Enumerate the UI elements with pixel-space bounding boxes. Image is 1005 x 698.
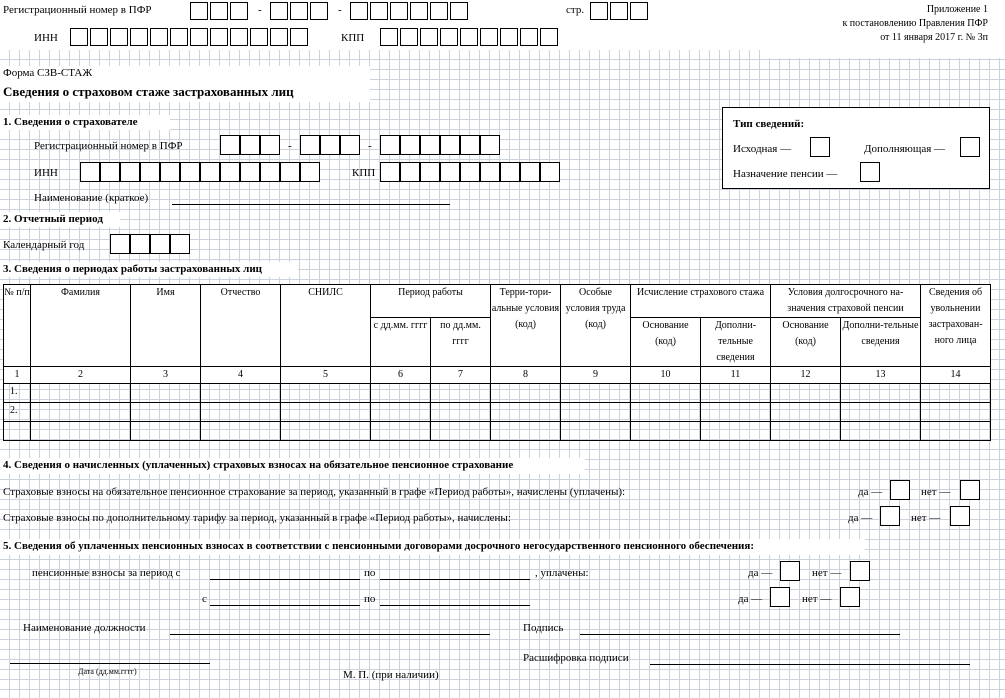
col-patronymic-header: Отчество [201, 285, 281, 367]
col-ins-basis-header: Основание (код) [631, 318, 701, 367]
section1-name-label: Наименование (краткое) [34, 192, 149, 204]
s5-from-label: пенсионные взносы за период с [32, 567, 181, 579]
table-row[interactable]: 2. [4, 403, 991, 422]
col-special-header: Особые условия труда (код) [561, 285, 631, 367]
date-label: Дата (дд.мм.гггг) [78, 667, 137, 676]
position-label: Наименование должности [23, 622, 146, 634]
s4-l2-no-checkbox[interactable] [950, 506, 970, 526]
col-period-header: Период работы [371, 285, 491, 318]
section4-title: 4. Сведения о начисленных (уплаченных) страховых взносах на обязательное пенсионное страхование [3, 459, 514, 471]
header-inn-label: ИНН [34, 32, 58, 44]
s5-r2-yes-label: да — [738, 593, 763, 605]
s4-l2-no-label: нет — [911, 512, 941, 524]
section1-inn-label: ИНН [34, 167, 58, 179]
signature-input[interactable] [580, 634, 900, 635]
section1-reg-label: Регистрационный номер в ПФР [34, 140, 183, 152]
work-periods-table [3, 284, 991, 441]
s5-r1-no-label: нет — [812, 567, 842, 579]
type-pension-checkbox[interactable] [860, 162, 880, 182]
section4-line2: Страховые взносы по дополнительному тарифу за период, указанный в графе «Период работы», начислены: [3, 512, 511, 524]
table-row[interactable] [4, 422, 991, 441]
col-surname-header: Фамилия [31, 285, 131, 367]
section5-title: 5. Сведения об уплаченных пенсионных взносах в соответствии с пенсионными договорами досрочного негосударственного пенсионного обеспечения: [3, 540, 755, 552]
decode-input[interactable] [650, 664, 970, 665]
type-box-title: Тип сведений: [733, 118, 805, 130]
stamp-label: М. П. (при наличии) [343, 669, 439, 681]
s4-l2-yes-checkbox[interactable] [880, 506, 900, 526]
s5-from-input[interactable] [210, 579, 360, 580]
type-initial-checkbox[interactable] [810, 137, 830, 157]
col-longterm-header: Условия долгосрочного на-значения страховой пенсии [771, 285, 921, 318]
type-initial-label: Исходная — [733, 143, 792, 155]
year-label: Календарный год [3, 239, 85, 251]
date-input[interactable] [10, 663, 210, 664]
s5-r2-no-checkbox[interactable] [840, 587, 860, 607]
s5-to2-input[interactable] [380, 605, 530, 606]
col-num-header: № п/п [4, 285, 31, 367]
form-code: Форма СЗВ-СТАЖ [3, 67, 93, 79]
table-row[interactable]: 1. [4, 384, 991, 403]
s5-paid-label: , уплачены: [535, 567, 589, 579]
col-name-header: Имя [131, 285, 201, 367]
col-lt-basis-header: Основание (код) [771, 318, 841, 367]
position-input[interactable] [170, 634, 490, 635]
col-territorial-header: Терри-тори-альные условия (код) [491, 285, 561, 367]
section2-title: 2. Отчетный период [3, 213, 103, 225]
section1-name-input[interactable] [172, 204, 450, 205]
col-dismissal-header: Сведения об увольнении застрахован-ного лица [921, 285, 991, 367]
type-pension-label: Назначение пенсии — [733, 168, 838, 180]
section1-kpp-label: КПП [352, 167, 376, 179]
s5-r2-no-label: нет — [802, 593, 832, 605]
s4-l1-yes-label: да — [858, 486, 883, 498]
s4-l1-no-checkbox[interactable] [960, 480, 980, 500]
col-ins-extra-header: Дополни-тельные сведения [701, 318, 771, 367]
signature-label: Подпись [523, 622, 564, 634]
s5-r1-yes-checkbox[interactable] [780, 561, 800, 581]
s5-r2-yes-checkbox[interactable] [770, 587, 790, 607]
col-to-header: по дд.мм. гггг [431, 318, 491, 367]
s4-l1-yes-checkbox[interactable] [890, 480, 910, 500]
s5-r1-yes-label: да — [748, 567, 773, 579]
page-label: стр. [566, 4, 585, 16]
s5-from2-input[interactable] [210, 605, 360, 606]
s5-to-input[interactable] [380, 579, 530, 580]
section3-title: 3. Сведения о периодах работы застрахованных лиц [3, 263, 263, 275]
col-insurance-header: Исчисление страхового стажа [631, 285, 771, 318]
col-lt-extra-header: Дополни-тельные сведения [841, 318, 921, 367]
column-number-row: 1 2 3 4 5 6 7 8 9 10 11 12 13 14 [4, 367, 991, 384]
header-kpp-label: КПП [341, 32, 365, 44]
page-title: Сведения о страховом стаже застрахованных лиц [3, 84, 294, 99]
section1-title: 1. Сведения о страхователе [3, 116, 138, 128]
type-supplementary-label: Дополняющая — [864, 143, 946, 155]
decode-label: Расшифровка подписи [523, 652, 629, 664]
col-snils-header: СНИЛС [281, 285, 371, 367]
type-supplementary-checkbox[interactable] [960, 137, 980, 157]
s5-r1-no-checkbox[interactable] [850, 561, 870, 581]
s5-to2-label: по [364, 593, 376, 605]
s4-l1-no-label: нет — [921, 486, 951, 498]
header-reg-label: Регистрационный номер в ПФР [3, 4, 152, 16]
s5-to-label: по [364, 567, 376, 579]
s5-from2-label: с [202, 593, 207, 605]
col-from-header: с дд.мм. гггг [371, 318, 431, 367]
section4-line1: Страховые взносы на обязательное пенсионное страхование за период, указанный в графе «Период работы», начислены (уплачены): [3, 486, 626, 498]
s4-l2-yes-label: да — [848, 512, 873, 524]
appendix-note: Приложение 1 к постановлению Правления ПФР от 11 января 2017 г. № 3п [842, 4, 988, 43]
